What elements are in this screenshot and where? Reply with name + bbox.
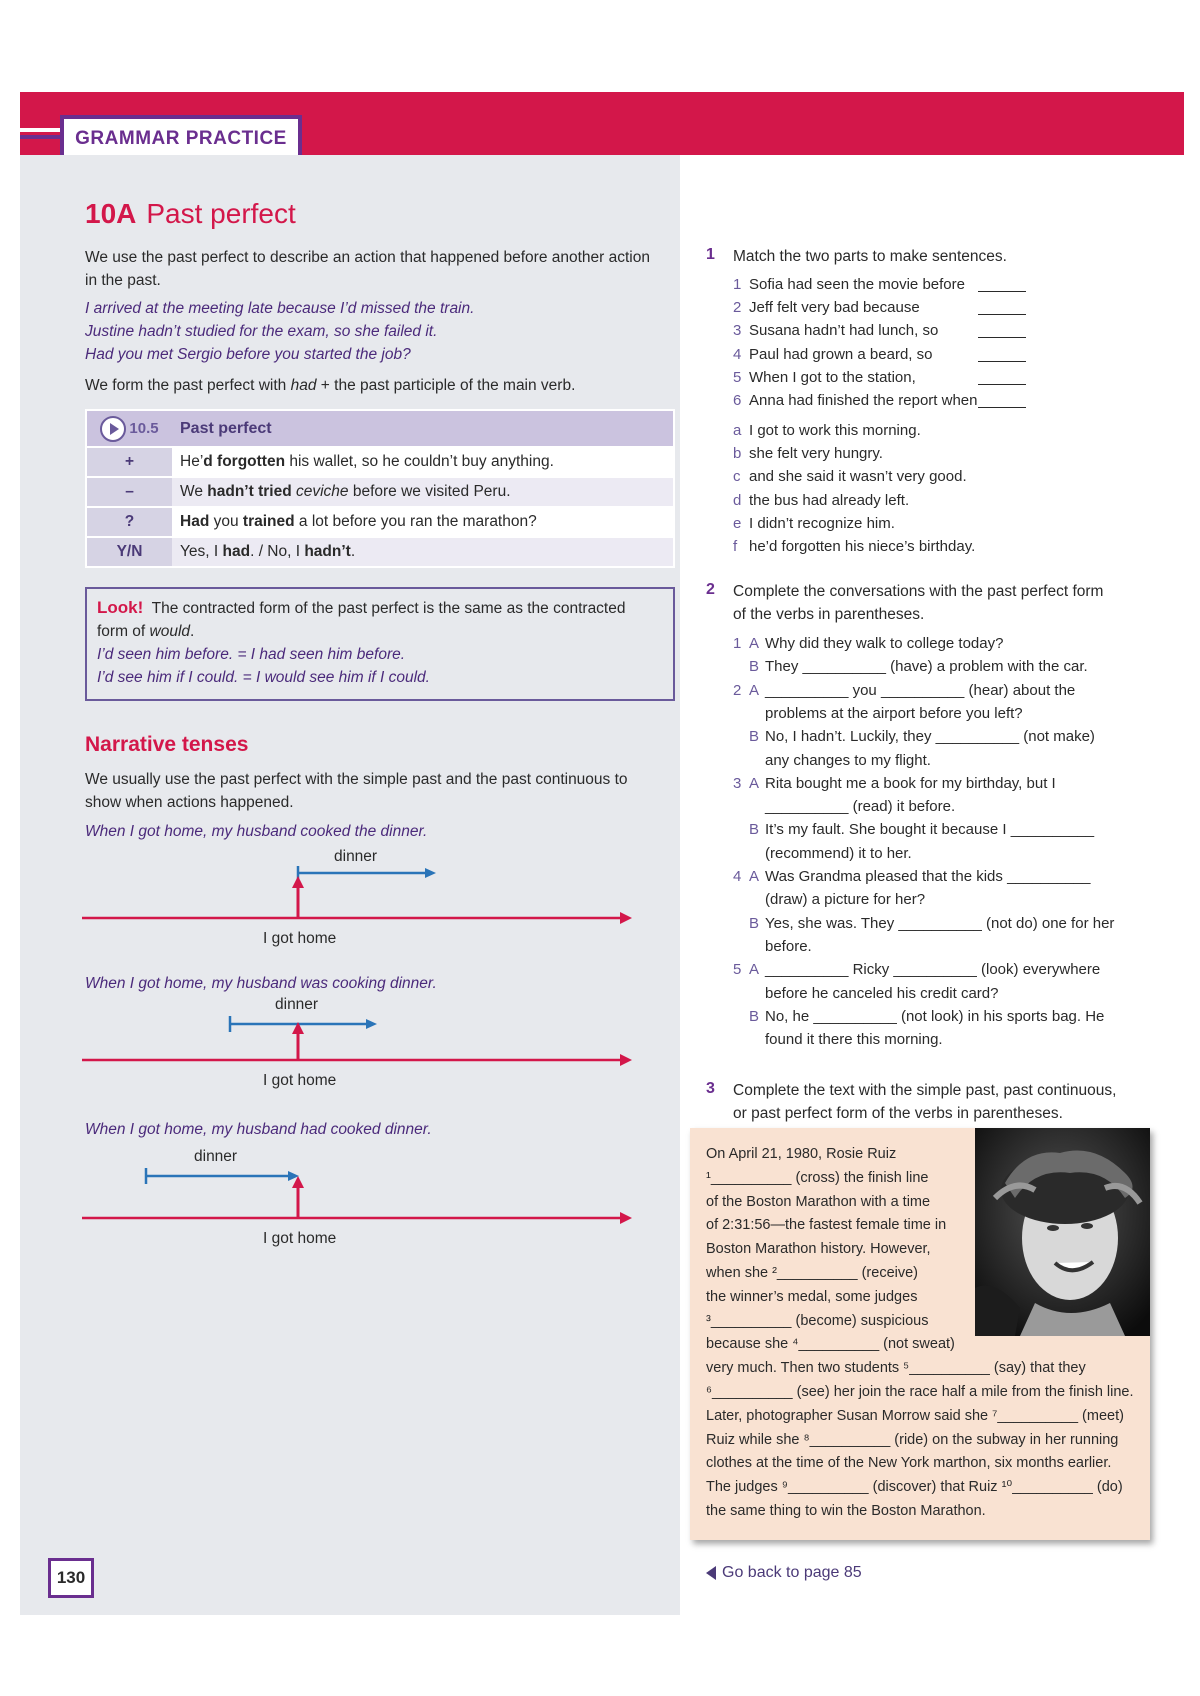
- timeline-1-top-label: dinner: [334, 848, 378, 865]
- timeline-1-dinner-arrowhead: [425, 868, 436, 878]
- ex2-line-text: any changes to my flight.: [765, 751, 931, 769]
- ex2-line-number: 3: [733, 774, 742, 792]
- go-back-label: Go back to page 85: [722, 1564, 862, 1581]
- ex2-line-text: Rita bought me a book for my birthday, but I: [765, 774, 1056, 792]
- ex1-item-number: 6: [733, 392, 742, 409]
- ex1-item: [733, 273, 965, 296]
- row-sentence: He’d forgotten his wallet, so he couldn’t buy anything.: [172, 447, 674, 477]
- ex2-line: [733, 702, 1023, 725]
- grammar-table-header: [86, 410, 674, 447]
- ex1-item: [733, 296, 920, 319]
- rosie-ruiz-photo: [975, 1128, 1150, 1336]
- ex2-speaker: A: [749, 681, 760, 699]
- answer-blank[interactable]: [978, 276, 1026, 292]
- ex2-line-number: 1: [733, 635, 742, 652]
- ex2-line-text: Why did they walk to college today?: [765, 635, 1004, 652]
- ex2-speaker: B: [749, 914, 760, 932]
- ex1-item: [733, 366, 916, 389]
- intro-line-2: in the past.: [85, 272, 161, 289]
- photo-image: [975, 1128, 1150, 1336]
- timeline-1-diagram: [80, 848, 640, 968]
- ex1-item: [733, 389, 978, 412]
- narrative-intro-2: show when actions happened.: [85, 794, 294, 811]
- table-row: [86, 447, 674, 477]
- ex2-line: [733, 888, 925, 911]
- ex2-line: [733, 818, 1094, 841]
- ex1-option-text: I didn’t recognize him.: [749, 514, 895, 532]
- ex2-line-text: __________ you __________ (hear) about the: [765, 681, 1076, 699]
- ex2-line-text: No, he __________ (not look) in his sports bag. He: [765, 1007, 1105, 1025]
- row-sentence: We hadn’t tried ceviche before we visited Peru.: [172, 477, 674, 507]
- story-line: because she ⁴__________ (not sweat): [706, 1336, 955, 1353]
- story-line: when she ²__________ (receive): [706, 1265, 918, 1281]
- table-title: Past perfect: [180, 419, 272, 437]
- row-symbol: +: [86, 447, 172, 477]
- look-label: Look!: [97, 598, 144, 617]
- ex2-line-number: 5: [733, 961, 742, 979]
- back-arrow-icon: [706, 1566, 716, 1580]
- ex1-option-letter: b: [733, 445, 742, 463]
- ex1-option-text: she felt very hungry.: [749, 445, 883, 463]
- ex1-item-number: 1: [733, 276, 742, 293]
- story-line: clothes at the time of the New York marthon, six months earlier.: [706, 1455, 1112, 1472]
- ex2-line-text: (draw) a picture for her?: [765, 891, 926, 909]
- ex1-option: [733, 419, 921, 442]
- ex2-line-text: found it there this morning.: [765, 1031, 943, 1049]
- story-line: Later, photographer Susan Morrow said she ⁷__________ (meet): [706, 1407, 1124, 1424]
- timeline-1: [80, 848, 640, 968]
- ex2-line-text: No, I hadn’t. Luckily, they __________ (not make): [765, 728, 1095, 746]
- ex1-item-text: When I got to the station,: [749, 368, 916, 386]
- row-sentence: Yes, I had. / No, I hadn’t.: [172, 537, 674, 567]
- ex1-item-number: 4: [733, 345, 742, 363]
- ex2-line: [733, 772, 1056, 795]
- timeline-3-bottom-label: I got home: [263, 1230, 337, 1247]
- ex2-line-number: 4: [733, 868, 742, 885]
- story-line: ³__________ (become) suspicious: [706, 1312, 929, 1329]
- ex2-line: [733, 842, 912, 865]
- ex2-number: 2: [706, 581, 715, 598]
- ex1-item-text: Paul had grown a beard, so: [749, 345, 933, 363]
- story-line: On April 21, 1980, Rosie Ruiz: [706, 1146, 897, 1162]
- ex2-instruction-2: of the verbs in parentheses.: [733, 606, 925, 623]
- ex1-item-text: Susana hadn’t had lunch, so: [749, 322, 939, 340]
- ex2-line: [733, 749, 931, 772]
- ex1-item-number: 5: [733, 368, 742, 386]
- answer-blank[interactable]: [978, 322, 1026, 338]
- ex1-option-letter: a: [733, 422, 742, 439]
- answer-blank[interactable]: [978, 392, 1026, 408]
- ex2-line: [733, 958, 1100, 981]
- look-example-2: I’d see him if I could. = I would see him if I could.: [97, 669, 430, 686]
- section-number: 10A: [85, 198, 137, 229]
- ex2-line-text: (recommend) it to her.: [765, 844, 912, 862]
- ex1-option: [733, 489, 909, 512]
- ex1-option: [733, 512, 895, 535]
- ex2-line-text: __________ (read) it before.: [765, 798, 956, 816]
- ex2-line: [733, 1028, 943, 1051]
- story-line: very much. Then two students ⁵__________ (say) that they: [706, 1360, 1086, 1377]
- page-number: 130: [48, 1558, 94, 1598]
- ex2-line: [733, 655, 1088, 678]
- ex2-line-text: before.: [765, 937, 812, 955]
- ex2-line-text: Yes, she was. They __________ (not do) one for her: [765, 914, 1115, 932]
- ex2-speaker: B: [749, 1007, 760, 1025]
- form-rule-had: had: [290, 377, 317, 394]
- section-title: [85, 198, 296, 230]
- table-row: [86, 507, 674, 537]
- ex2-line: [733, 632, 1003, 655]
- example-2: Justine hadn’t studied for the exam, so she failed it.: [85, 323, 438, 340]
- story-line: the winner’s medal, some judges: [706, 1288, 918, 1305]
- timeline-2-top-label: dinner: [275, 996, 319, 1013]
- ex2-line-text: before he canceled his credit card?: [765, 984, 999, 1002]
- go-back-link[interactable]: [706, 1564, 862, 1582]
- timeline-2-diagram: [80, 1000, 640, 1120]
- narrative-heading: Narrative tenses: [85, 733, 249, 756]
- ex1-option-text: he’d forgotten his niece’s birthday.: [749, 538, 976, 555]
- story-line: of the Boston Marathon with a time: [706, 1193, 931, 1210]
- example-1: I arrived at the meeting late because I’d missed the train.: [85, 300, 475, 317]
- audio-button[interactable]: [100, 416, 158, 442]
- ex2-line: [733, 912, 1114, 935]
- form-rule-pre: We form the past perfect with: [85, 377, 291, 394]
- story-line: ¹__________ (cross) the finish line: [706, 1169, 929, 1186]
- audio-cell[interactable]: [86, 410, 172, 447]
- ex1-option-letter: d: [733, 491, 742, 509]
- play-icon[interactable]: [100, 416, 126, 442]
- story-line: of 2:31:56—the fastest female time in: [706, 1217, 947, 1234]
- ex1-option-text: the bus had already left.: [749, 491, 910, 509]
- answer-blank[interactable]: [978, 299, 1026, 315]
- ex1-option: [733, 442, 883, 465]
- ex1-option-letter: e: [733, 514, 742, 532]
- timeline-1-sentence: When I got home, my husband cooked the dinner.: [85, 823, 428, 840]
- ex2-line: [733, 679, 1075, 702]
- ex3-instruction-2: or past perfect form of the verbs in parentheses.: [733, 1105, 1063, 1122]
- ex1-item-text: Sofia had seen the movie before: [749, 276, 965, 293]
- ex2-line: [733, 1005, 1104, 1028]
- section-name: Past perfect: [146, 198, 296, 229]
- timeline-3: [80, 1148, 640, 1272]
- narrative-intro-1: We usually use the past perfect with the simple past and the past continuous to: [85, 771, 628, 788]
- ex2-line-number: 2: [733, 681, 742, 699]
- answer-blank[interactable]: [978, 346, 1026, 362]
- ex2-speaker: B: [749, 821, 760, 839]
- header-stripe: [20, 125, 60, 145]
- ex2-line: [733, 795, 955, 818]
- example-3: Had you met Sergio before you started the job?: [85, 346, 411, 363]
- ex3-number: 3: [706, 1080, 715, 1097]
- timeline-2-sentence: When I got home, my husband was cooking dinner.: [85, 975, 437, 992]
- ex2-speaker: A: [749, 635, 760, 652]
- ex1-item-number: 3: [733, 322, 742, 340]
- row-symbol: Y/N: [86, 537, 172, 567]
- ex1-item-number: 2: [733, 299, 742, 317]
- form-rule: [85, 374, 575, 397]
- ex2-instruction-1: Complete the conversations with the past perfect form: [733, 583, 1104, 600]
- ex1-option: [733, 535, 975, 558]
- ex1-number: 1: [706, 246, 715, 263]
- ex2-line-text: They __________ (have) a problem with the car.: [765, 658, 1088, 676]
- ex1-item: [733, 319, 938, 342]
- timeline-1-bottom-label: I got home: [263, 930, 337, 947]
- timeline-2: [80, 996, 640, 1120]
- ex1-option-letter: f: [733, 538, 738, 555]
- ex1-item-text: Anna had finished the report when: [749, 392, 978, 409]
- row-symbol: –: [86, 477, 172, 507]
- look-example-1: I’d seen him before. = I had seen him before.: [97, 646, 406, 663]
- look-line-2: form of would.: [97, 623, 195, 640]
- ex2-line: [733, 725, 1095, 748]
- ex2-speaker: B: [749, 728, 760, 746]
- ex2-line-text: __________ Ricky __________ (look) everywhere: [765, 961, 1101, 979]
- table-row: [86, 537, 674, 567]
- intro-line-1: We use the past perfect to describe an action that happened before another action: [85, 249, 650, 266]
- ex2-line: [733, 935, 812, 958]
- ex2-speaker: A: [749, 868, 760, 885]
- story-line: the same thing to win the Boston Marathon.: [706, 1503, 986, 1519]
- ex2-line-text: Was Grandma pleased that the kids __________: [765, 868, 1091, 885]
- timeline-3-sentence: When I got home, my husband had cooked dinner.: [85, 1121, 432, 1138]
- row-symbol: ?: [86, 507, 172, 537]
- ex2-line-text: problems at the airport before you left?: [765, 704, 1023, 722]
- ex1-item-text: Jeff felt very bad because: [749, 299, 920, 317]
- row-sentence: Had you trained a lot before you ran the marathon?: [172, 507, 674, 537]
- look-line-1: Look! The contracted form of the past perfect is the same as the contracted: [97, 598, 626, 617]
- story-line: The judges ⁹__________ (discover) that Ruiz ¹⁰__________ (do): [706, 1479, 1123, 1496]
- ex1-option-letter: c: [733, 468, 741, 486]
- grammar-practice-badge: GRAMMAR PRACTICE: [60, 115, 302, 163]
- form-rule-post: + the past participle of the main verb.: [316, 377, 576, 394]
- ex3-instruction-1: Complete the text with the simple past, past continuous,: [733, 1082, 1117, 1099]
- ex1-item: [733, 343, 932, 366]
- answer-blank[interactable]: [978, 369, 1026, 385]
- ex2-speaker: A: [749, 774, 760, 792]
- timeline-2-bottom-label: I got home: [263, 1072, 337, 1089]
- timeline-3-diagram: [80, 1152, 640, 1272]
- ex2-line: [733, 865, 1091, 888]
- story-line: Boston Marathon history. However,: [706, 1241, 931, 1258]
- ex2-line-text: It’s my fault. She bought it because I __________: [765, 821, 1095, 839]
- ex1-option-text: I got to work this morning.: [749, 422, 921, 439]
- ex2-line: [733, 982, 998, 1005]
- look-box: [85, 587, 675, 701]
- ex2-speaker: A: [749, 961, 760, 979]
- grammar-table: [85, 409, 675, 568]
- ex1-option: [733, 465, 967, 488]
- story-line: ⁶__________ (see) her join the race half a mile from the finish line.: [706, 1384, 1134, 1400]
- ex2-speaker: B: [749, 658, 760, 676]
- table-row: [86, 477, 674, 507]
- ex1-option-text: and she said it wasn’t very good.: [749, 468, 967, 486]
- story-line: Ruiz while she ⁸__________ (ride) on the subway in her running: [706, 1431, 1119, 1448]
- audio-track: 10.5: [129, 420, 159, 437]
- ex1-instruction: Match the two parts to make sentences.: [733, 248, 1007, 265]
- timeline-3-top-label: dinner: [194, 1148, 238, 1165]
